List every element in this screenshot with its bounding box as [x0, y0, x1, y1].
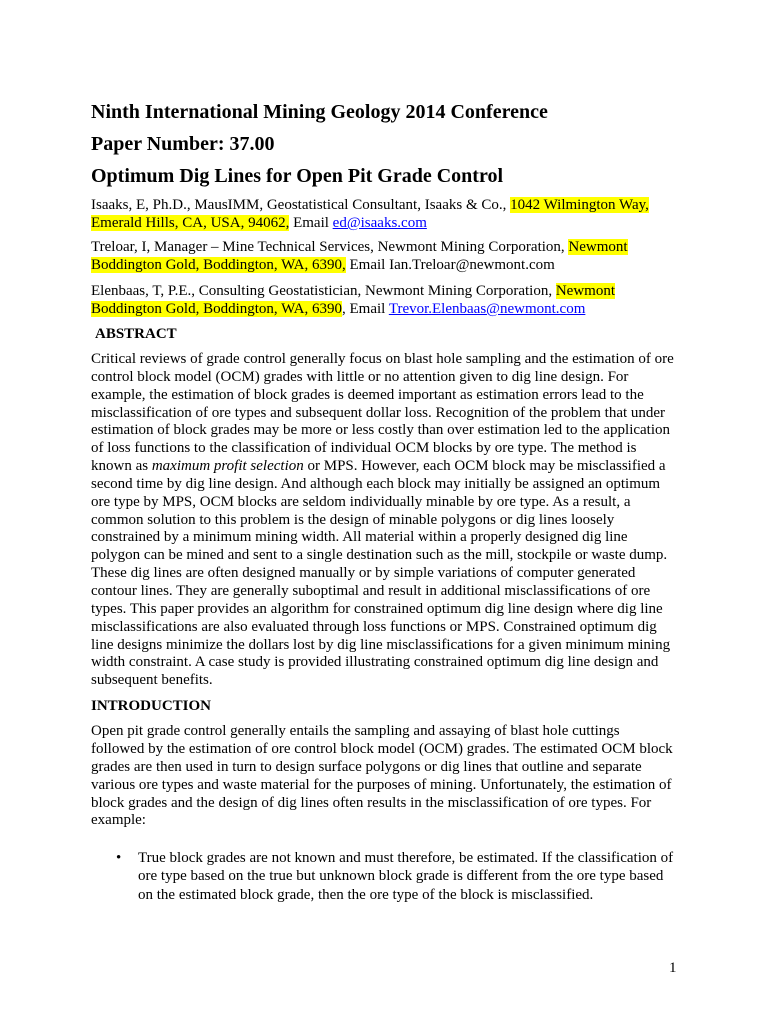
- introduction-line: grades are then used in turn to design surface polygons or dig lines that outline and separate: [91, 758, 642, 775]
- email-label: , Email: [342, 301, 389, 317]
- paper-title: Optimum Dig Lines for Open Pit Grade Control: [91, 165, 504, 187]
- abstract-line: line designs minimize the dollars lost by dig line misclassifications for a given minimum mining: [91, 636, 671, 653]
- abstract-line: common solution to this problem is the design of minable polygons or dig lines loosely: [91, 511, 615, 528]
- author-isaaks: [91, 196, 649, 232]
- introduction-line: followed by the estimation of ore control block model (OCM) grades. The estimated OCM block: [91, 740, 673, 757]
- introduction-body: [91, 723, 673, 830]
- author-affiliation-text: Elenbaas, T, P.E., Consulting Geostatistician, Newmont Mining Corporation,: [91, 283, 556, 299]
- abstract-line-text: known as: [91, 458, 152, 475]
- highlighted-address: Emerald Hills, CA, USA, 94062,: [91, 215, 290, 231]
- abstract-line: Critical reviews of grade control generally focus on blast hole sampling and the estimation of ore: [91, 351, 674, 367]
- author-affiliation-line: [91, 214, 649, 232]
- introduction-heading: INTRODUCTION: [91, 698, 212, 714]
- author-affiliation-text: Treloar, I, Manager – Mine Technical Services, Newmont Mining Corporation,: [91, 239, 569, 255]
- author-treloar: [91, 238, 628, 274]
- author-affiliation-line: [91, 196, 649, 214]
- introduction-line: example:: [91, 812, 146, 829]
- introduction-line: various ore types and waste material for the purposes of mining. Unfortunately, the estimation of: [91, 776, 672, 793]
- conference-name: Ninth International Mining Geology 2014 Conference: [91, 101, 548, 123]
- abstract-line: width constraint. A case study is provided illustrating constrained optimum dig line design and: [91, 654, 659, 671]
- abstract-line: subsequent benefits.: [91, 672, 213, 689]
- page-number: 1: [669, 960, 677, 976]
- email-link[interactable]: ed@isaaks.com: [332, 215, 427, 231]
- highlighted-address: Boddington Gold, Boddington, WA, 6390: [91, 301, 342, 317]
- abstract-line: control block model (OCM) grades with little or no attention given to dig line design. For: [91, 368, 629, 385]
- abstract-line: [91, 458, 674, 476]
- italic-term: maximum profit selection: [151, 458, 304, 475]
- abstract-line-text: or MPS. However, each OCM block may be misclassified a: [303, 458, 666, 475]
- author-elenbaas: [91, 282, 615, 318]
- email-label: Email: [345, 257, 390, 273]
- abstract-heading: ABSTRACT: [95, 326, 177, 342]
- abstract-line: estimation of block grades may be more or less costly than over estimation led to the application: [91, 422, 671, 439]
- bullet-line: on the estimated block grade, then the ore type of the block is misclassified.: [138, 886, 594, 903]
- abstract-line: These dig lines are often designed manually or by simple variations of computer generated: [91, 565, 636, 582]
- author-affiliation-line: [91, 282, 615, 300]
- author-affiliation-line: [91, 256, 628, 274]
- email-link[interactable]: Trevor.Elenbaas@newmont.com: [388, 301, 586, 317]
- paper-number: Paper Number: 37.00: [91, 133, 275, 155]
- abstract-line: types. This paper provides an algorithm for constrained optimum dig line design where dig line: [91, 600, 663, 617]
- bullet-marker: •: [116, 850, 122, 866]
- abstract-line: misclassifications are also evaluated through loss functions or MPS. Constrained optimum dig: [91, 618, 657, 635]
- bullet-line: ore type based on the true but unknown block grade is different from the ore type based: [138, 868, 664, 885]
- email-label: Email: [289, 215, 333, 231]
- introduction-line: Open pit grade control generally entails the sampling and assaying of blast hole cuttings: [91, 723, 620, 739]
- abstract-line: contour lines. They are generally suboptimal and result in additional misclassifications of ore: [91, 582, 651, 599]
- introduction-line: block grades and the design of dig lines often results in the misclassification of ore types. For: [91, 794, 652, 811]
- highlighted-address: Newmont: [555, 283, 615, 299]
- abstract-line: constrained by a minimum mining width. All material within a properly designed dig line: [91, 529, 628, 546]
- abstract-line: second time by dig line design. And although each block may initially be assigned an optimum: [91, 475, 661, 492]
- abstract-line: misclassification of ore types and subsequent dollar loss. Recognition of the problem that under: [91, 404, 666, 421]
- bullet-item: [138, 849, 673, 904]
- abstract-line: of loss functions to the classification of individual OCM blocks by ore type. The method is: [91, 440, 637, 457]
- author-affiliation-line: [91, 300, 615, 318]
- abstract-line: example, the estimation of block grades is deemed important as estimation errors lead to the: [91, 386, 644, 403]
- abstract-line: ore type by MPS, OCM blocks are seldom individually minable by ore type. As a result, a: [91, 493, 631, 510]
- highlighted-address: Newmont: [568, 239, 628, 255]
- author-affiliation-line: [91, 238, 628, 256]
- highlighted-address: 1042 Wilmington Way,: [510, 197, 649, 213]
- email-text: Ian.Treloar@newmont.com: [389, 257, 555, 273]
- bullet-line: True block grades are not known and must therefore, be estimated. If the classification of: [138, 850, 674, 866]
- highlighted-address: Boddington Gold, Boddington, WA, 6390,: [91, 257, 346, 273]
- abstract-body: [91, 351, 674, 690]
- author-affiliation-text: Isaaks, E, Ph.D., MausIMM, Geostatistical Consultant, Isaaks & Co.,: [91, 197, 511, 213]
- abstract-line: polygon can be mined and sent to a single destination such as the mill, stockpile or waste dump.: [91, 547, 668, 564]
